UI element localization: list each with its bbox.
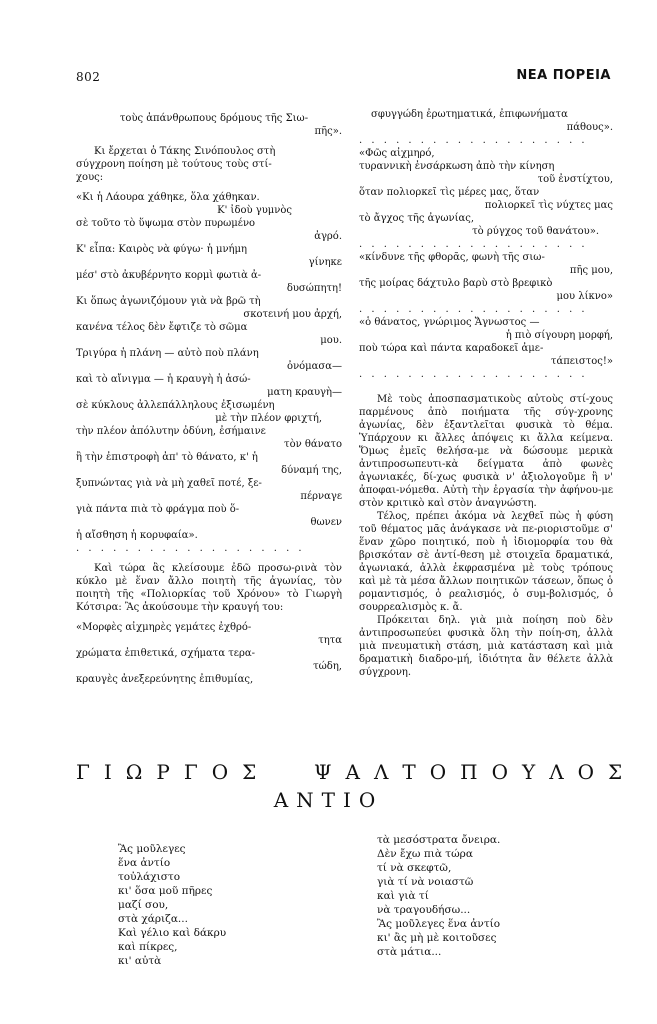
ellipsis-divider: . . . . . . . . . . . . . . . . . . . [76,543,305,554]
ellipsis-divider: . . . . . . . . . . . . . . . . . . . [359,135,588,146]
poem-line: Ἂς μοῦλεγες [118,843,186,855]
quote-line: σὲ τοῦτο τὸ ὕψωμα στὸν πυρωμένο [76,218,256,229]
quote-line: μου. [320,335,342,346]
quote-line: σὲ κύκλους ἀλλεπάλληλους ἐξισωμένη [76,400,275,411]
poem-line: Καὶ γέλιο καὶ δάκρυ [118,927,227,939]
poem-line: μαζί σου, [118,899,169,911]
paragraph: Μὲ τοὺς ἀποσπασματικοὺς αὐτοὺς στί-χους παρμένους ἀπὸ ποιήματα τῆς σύγ-χρονης ἀγωνίας, δὲν ἐξαντλεῖται φυσικὰ τὸ θέμα. Ὑπάρχουν κι ἄλλες ἀπόψεις κι ἄλλα κείμενα. Ὅμως ἐμεῖς θελήσα-με νὰ δώσουμε μερικὰ ἀντιπροσωπευτι-κὰ δείγματα ἀπὸ φωνὲς ἀγωνιακές, δί-χως φυσικὰ ν' ἀξιολογοῦμε ἢ ν' ἀποφαι-νόμεθα. Αὐτὴ τὴν ἐργασία τὴν ἀφήνου-με στὸν κριτικὸ καὶ στὸν ἀναγνώστη. [359,394,613,509]
quote-line: Κ' ἰδοὺ γυμνὸς [217,205,292,216]
author-last-name: ΨΑΛΤΟΠΟΥΛΟΣ [314,760,637,784]
poem-title: ΑΝΤΙΟ [273,788,384,812]
quote-line: τάπειστος!» [550,356,613,367]
quote-line: «κίνδυνε τῆς φθορᾶς, φωνὴ τῆς σιω- [359,252,545,263]
quote-line: τητα [318,635,342,646]
quote-line: θωνεν [310,517,342,528]
poem-line: Ἂς μοῦλεγες ἕνα ἀντίο [377,918,501,930]
quote-line: τὴν πλέον ἀπόλυτην ὀδύνη, ἐσήμαινε [76,426,266,437]
poem-line: τοὐλάχιστο [118,871,181,883]
quote-line: ἀγρό. [314,231,342,242]
page-number: 802 [76,70,101,84]
paragraph: Πρόκειται δηλ. γιὰ μιὰ ποίηση ποὺ δὲν ἀντιπροσωπεύει φυσικὰ ὅλη τὴν ποίη-ση, ἀλλὰ μιὰ πνευματικὴ στάση, μιὰ κατάσταση καὶ μιὰ δραματικὴ διαδρο-μή, ἰδιότητα ἂν θέλετε ἀλλὰ σύγχρονη. [359,615,613,678]
quote-line: ξυπνώντας γιὰ νὰ μὴ χαθεῖ ποτέ, ξε- [76,478,262,489]
quote-line: ὅταν πολιορκεῖ τὶς μέρες μας, ὅταν [359,187,540,198]
quote-line: μου λίκνο» [556,291,613,302]
poem-line: τί νὰ σκεφτῶ, [377,862,452,874]
text-line: πῆς». [314,126,342,137]
quote-line: μέσ' στὸ ἀκυβέρνητο κορμὶ φωτιὰ ἀ- [76,270,262,281]
text-line: Κι ἔρχεται ὁ Τάκης Σινόπουλος στὴ [94,146,276,157]
quote-line: πολιορκεῖ τὶς νύχτες μας [484,200,613,211]
quote-line: «Κι ἡ Λάουρα χάθηκε, ὅλα χάθηκαν. [76,192,260,203]
poem-column-right [377,833,607,959]
quote-line: πέρναγε [300,491,342,502]
quote-line: τυραννικὴ ἐνσάρκωση ἀπὸ τὴν κίνηση [359,161,555,172]
paragraph: Τέλος, πρέπει ἀκόμα νὰ λεχθεῖ πὼς ἡ φύση τοῦ θέματος μᾶς ἀνάγκασε νὰ πε-ριοριστοῦμε σ' ἕναν χῶρο ποιητικό, ποὺ ἡ ἰδιομορφία του θὰ βρισκόταν σὲ ἀντί-θεση μὲ στοιχεῖα δραματικά, ἀγωνιακά, ἀλλὰ ἐκφρασμένα μὲ τοὺς τρόπους καὶ μὲ τὰ μέσα ἄλλων ποιητικῶν τάσεων, ὅπως ὁ ρομαντισμός, ὁ ρεαλισμός, ὁ συμ-βολισμός, ὁ σουρρεαλισμὸς κ. ἄ. [359,511,613,613]
quote-line: «Φῶς αἰχμηρό, [359,148,435,159]
poem-line: ἕνα ἀντίο [118,857,171,869]
quote-line: ματη κραυγὴ— [267,387,342,398]
quote-line: ἡ αἴσθηση ἡ κορυφαία». [76,530,198,541]
poem-line: Δὲν ἔχω πιὰ τώρα [377,848,473,860]
quote-line: χρώματα ἐπιθετικά, σχήματα τερα- [76,648,255,659]
quote-line: Κ' εἶπα: Καιρὸς νὰ φύγω· ἡ μνήμη [76,244,248,255]
quote-line: δύναμή της, [281,465,342,476]
quote-line: τοῦ ἐνστίχτου, [537,174,613,185]
author-first-name: ΓΙΩΡΓΟΣ [76,760,271,784]
quote-line: τώδη, [313,661,342,672]
quote-line: κανένα τέλος δὲν ἔφτιζε τὸ σῶμα [76,322,248,333]
quote-line: μὲ τὴν πλέον φριχτή, [215,413,322,424]
poem-line: στὰ μάτια... [377,946,442,958]
paragraph: Καὶ τώρα ἂς κλείσουμε ἐδῶ προσω-ρινὰ τὸν κύκλο μὲ ἕναν ἄλλο ποιητὴ τῆς ἀγωνίας, τὸν ποιητὴ τῆς «Πολιορκίας τοῦ Χρόνου» τὸ Γιωργὴ Κότσιρα: Ἂς ἀκούσουμε τὴν κραυγή του: [76,563,342,613]
text-line: σύγχρονη ποίηση μὲ τούτους τοὺς στί- [76,159,272,170]
quote-line: πῆς μου, [569,265,613,276]
poem-line: στὰ χάριζα... [118,913,188,925]
ellipsis-divider: . . . . . . . . . . . . . . . . . . . [359,304,588,315]
quote-line: «Μορφὲς αἰχμηρὲς γεμάτες ἐχθρό- [76,622,252,633]
poem-column-left [118,842,318,968]
quote-line: τὸν θάνατο [284,439,342,450]
poem-line: κι' ὅσα μοῦ πῆρες [118,885,213,897]
quote-line: ἡ πιὸ σίγουρη μορφή, [505,330,613,341]
quote-line: πάθους». [566,122,613,133]
ellipsis-divider: . . . . . . . . . . . . . . . . . . . [359,239,588,250]
quote-line: σκοτεινή μου ἀρχή, [243,309,342,320]
left-column [76,112,342,686]
poem-line: τὰ μεσόστρατα ὄνειρα. [377,834,501,846]
poem-line: γιὰ τί νὰ νοιαστῶ [377,876,474,888]
quote-line: γιὰ πάντα πιὰ τὸ φράγμα ποὺ ὅ- [76,504,240,515]
poem-line: νὰ τραγουδήσω... [377,904,471,916]
quote-line: τὸ ἄγχος τῆς ἀγωνίας, [359,213,475,224]
quote-line: ὀνόμασα— [287,361,342,372]
text-line: χους: [76,172,104,183]
quote-line: Τριγύρα ἡ πλάνη — αὐτὸ ποὺ πλάνη [76,348,259,359]
right-column [359,108,613,679]
quote-line: τῆς μοίρας δάχτυλο βαρὺ στὸ βρεφικὸ [359,278,553,289]
poem-line: κι' αὐτὰ [118,955,162,967]
text-line: τοὺς ἀπάνθρωπους δρόμους τῆς Σιω- [119,113,309,124]
quote-line: ἢ τὴν ἐπιστροφὴ ἀπ' τὸ θάνατο, κ' ἡ [76,452,258,463]
journal-title: ΝΕΑ ΠΟΡΕΙΑ [516,68,611,83]
quote-line: Κι ὅπως ἀγωνιζόμουν γιὰ νὰ βρῶ τὴ [76,296,261,307]
quote-line: τὸ ρύγχος τοῦ θανάτου». [472,226,599,237]
quote-line: σφυγγώδη ἐρωτηματικά, ἐπιφωνήματα [371,109,568,120]
quote-line: «ὁ θάνατος, γνώριμος Ἄγνωστος — [359,317,540,328]
ellipsis-divider: . . . . . . . . . . . . . . . . . . . [359,369,588,380]
poem-line: κι' ἂς μὴ μὲ κοιτοῦσες [377,932,497,944]
quote-line: καὶ τὸ αἴνιγμα — ἡ κραυγὴ ἡ ἀσώ- [76,374,251,385]
quote-line: κραυγὲς ἀνεξερεύνητης ἐπιθυμίας, [76,674,254,685]
quote-line: γίνηκε [308,257,342,268]
quote-line: δυσώπητη! [286,283,342,294]
poem-line: καὶ γιὰ τί [377,890,429,902]
poem-line: καὶ πίκρες, [118,941,178,953]
quote-line: ποὺ τώρα καὶ πάντα καραδοκεῖ ἀμε- [359,343,544,354]
